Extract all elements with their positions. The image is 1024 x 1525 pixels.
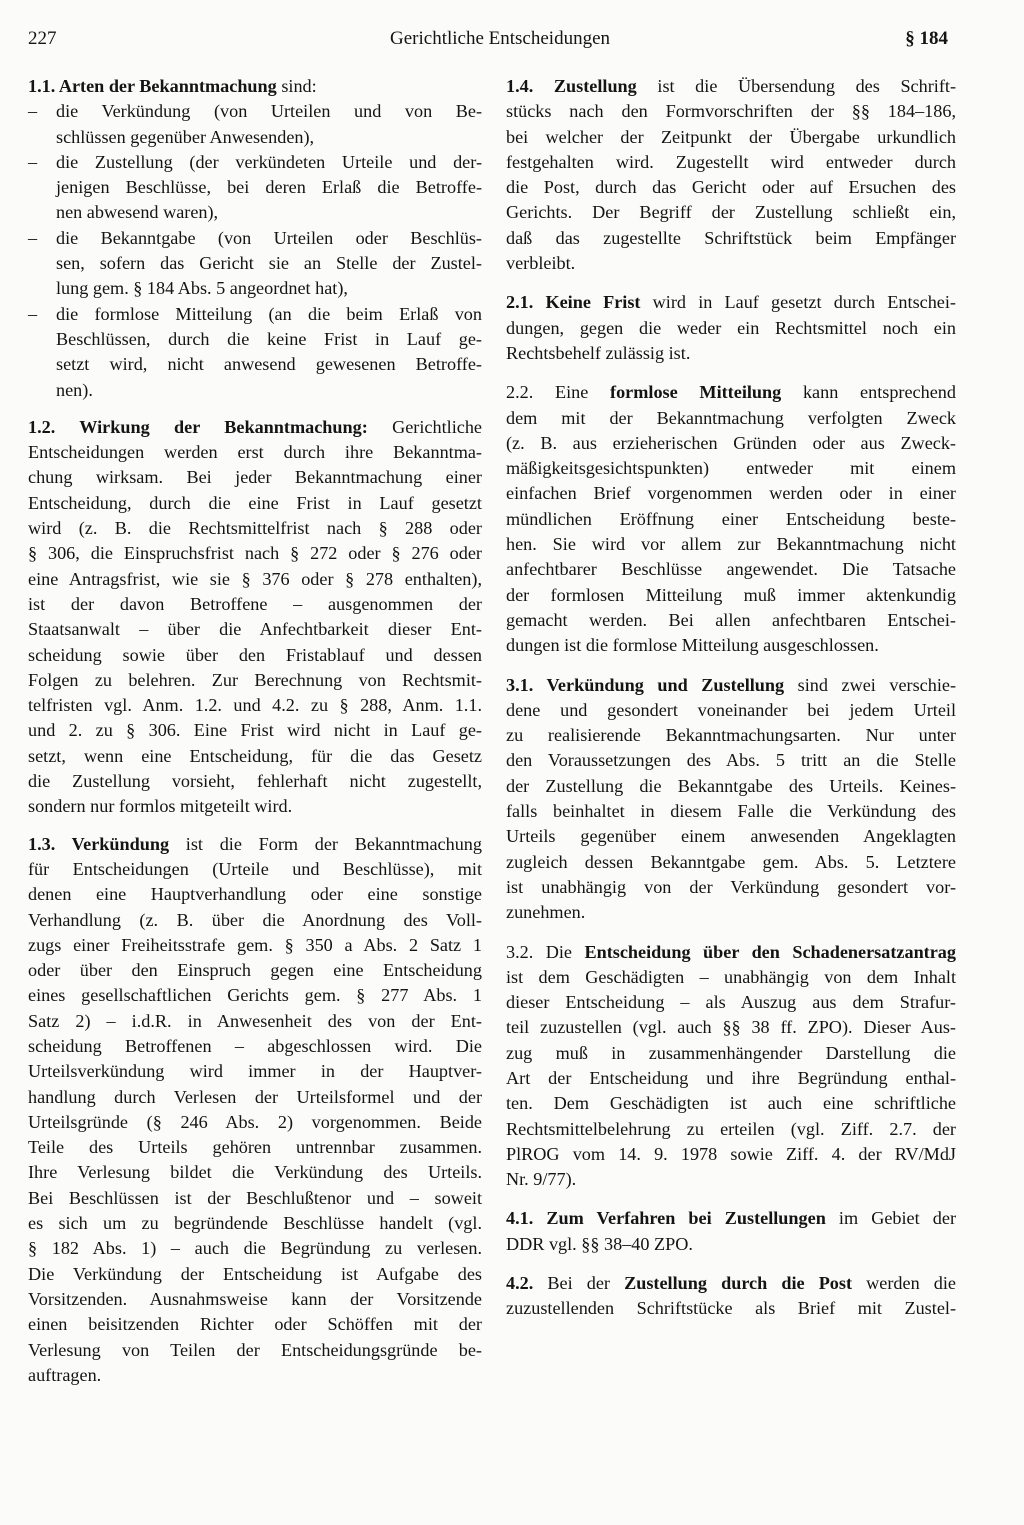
paragraph xyxy=(28,415,482,820)
text-line: zu realisierende Bekanntmachungsarten. Nur unter xyxy=(506,725,956,746)
bold-term: 2.1. Keine Frist xyxy=(506,292,641,313)
text-line: Verlesung von Teilen der Entscheidungsgründe be- xyxy=(28,1339,482,1360)
text-line: nen). xyxy=(56,379,93,400)
text-line: Entscheidungen werden erst durch ihre Bekanntma- xyxy=(28,442,482,463)
text-line: telfristen vgl. Anm. 1.2. und 4.2. zu § 288, Anm. 1.1. xyxy=(28,695,482,716)
text-line: dungen ist die formlose Mitteilung ausgeschlossen. xyxy=(506,635,879,656)
text-line: dene und gesondert voneinander bei jedem Urteil xyxy=(506,699,956,720)
text-line: eines gesellschaftlichen Gerichts gem. § 277 Abs. 1 xyxy=(28,985,482,1006)
running-header xyxy=(28,28,948,58)
text-line: Bei Beschlüssen ist der Beschlußtenor und – soweit xyxy=(28,1187,482,1208)
section-number: § 184 xyxy=(905,28,948,49)
text-line: oder über den Einspruch gegen eine Entscheidung xyxy=(28,960,482,981)
text-line xyxy=(506,74,956,99)
page-number: 227 xyxy=(28,28,57,49)
text-line: bei welcher der Zeitpunkt der Übergabe urkundlich xyxy=(506,126,956,147)
text-run: sind: xyxy=(276,76,317,96)
text-line: Satz 2) – i.d.R. in Anwesenheit des von der Ent- xyxy=(28,1010,482,1031)
text-line: (z. B. aus erzieherischen Gründen oder aus Zweck- xyxy=(506,432,956,453)
text-run: 2.2. Eine xyxy=(506,382,611,403)
text-line: auftragen. xyxy=(28,1364,102,1385)
text-line: Entscheidung, durch die eine Frist in Lauf gesetzt xyxy=(28,492,482,513)
bold-term: 1.1. Arten der Bekanntmachung xyxy=(28,76,277,96)
text-line: der formlosen Mitteilung muß immer aktenkundig xyxy=(506,584,956,605)
paragraph xyxy=(506,940,956,1193)
text-line: § 306, die Einspruchsfrist nach § 272 oder § 276 oder xyxy=(28,543,482,564)
text-line xyxy=(28,832,482,857)
text-line xyxy=(28,74,482,99)
text-line: mäßigkeitsgesichtspunkten) entweder mit einem xyxy=(506,458,956,479)
left-column xyxy=(28,74,482,1400)
text-line: Urteilsgründe (§ 246 Abs. 2) vorgenommen. Beide xyxy=(28,1111,482,1132)
bold-term: 1.2. Wirkung der Bekanntmachung: xyxy=(28,416,368,437)
text-line: Staatsanwalt – über die Anfechtbarkeit dieser Ent- xyxy=(28,619,482,640)
text-line: der Zustellung die Bekanntgabe des Urteils. Keines- xyxy=(506,775,956,796)
text-line: jenigen Beschlüsse, bei deren Erlaß die Betroffe- xyxy=(56,177,482,198)
paragraph xyxy=(28,74,482,403)
text-line xyxy=(28,415,482,440)
text-line: dem mit der Bekanntmachung verfolgten Zweck xyxy=(506,407,956,428)
text-line: DDR vgl. §§ 38–40 ZPO. xyxy=(506,1233,693,1254)
paragraph xyxy=(506,290,956,366)
text-line: mündlichen Eröffnung einer Entscheidung beste- xyxy=(506,508,956,529)
text-line: die Zustellung vorsieht, fehlerhaft nicht zugestellt, xyxy=(28,771,482,792)
text-run: Gerichtliche xyxy=(367,416,482,437)
text-line: setzt wird, nicht anwesend gewesenen Betroffe- xyxy=(56,354,482,375)
text-line xyxy=(506,673,956,698)
text-line: und 2. zu § 306. Eine Frist wird nicht in Lauf ge- xyxy=(28,720,482,741)
bold-term: 1.3. Verkündung xyxy=(28,833,170,854)
text-line: scheidung sowie über den Fristablauf und dessen xyxy=(28,644,482,665)
text-line: dungen, gegen die weder ein Rechtsmittel noch ein xyxy=(506,317,956,338)
text-line: stücks nach den Formvorschriften der §§ 184–186, xyxy=(506,101,956,122)
text-line: denen eine Hauptverhandlung oder eine sonstige xyxy=(28,884,482,905)
text-line: ten. Dem Geschädigten ist auch eine schriftliche xyxy=(506,1093,956,1114)
text-line: § 182 Abs. 1) – auch die Begründung zu verlesen. xyxy=(28,1238,482,1259)
text-line: Vorsitzenden. Ausnahmsweise kann der Vorsitzende xyxy=(28,1288,482,1309)
text-line: wird (z. B. die Rechtsmittelfrist nach § 288 oder xyxy=(28,518,482,539)
text-line: Rechtsbehelf zulässig ist. xyxy=(506,342,691,363)
text-line: einfachen Brief vorgenommen werden oder in einer xyxy=(506,483,956,504)
text-line: Art der Entscheidung und ihre Begründung enthal- xyxy=(506,1067,956,1088)
text-line: Verhandlung (z. B. über die Anordnung des Voll- xyxy=(28,909,482,930)
text-run: werden die xyxy=(852,1273,957,1294)
text-line: ist dem Geschädigten – unabhängig von dem Inhalt xyxy=(506,966,956,987)
bold-term: Zustellung durch die Post xyxy=(624,1273,853,1294)
paragraph xyxy=(506,1271,956,1322)
text-line: Gerichts. Der Begriff der Zustellung schließt ein, xyxy=(506,202,956,223)
text-line: Die Verkündung der Entscheidung ist Aufgabe des xyxy=(28,1263,482,1284)
text-line: verbleibt. xyxy=(506,253,576,274)
text-line: Beschlüssen, durch die keine Frist in Lauf ge- xyxy=(56,328,482,349)
bold-term: 3.1. Verkündung und Zustellung xyxy=(506,674,785,695)
text-line: hen. Sie wird vor allem zur Bekanntmachung nicht xyxy=(506,534,956,555)
text-line: zugleich dessen Bekanntgabe gem. Abs. 5. Letztere xyxy=(506,851,956,872)
text-line xyxy=(506,1271,956,1296)
text-line: eine Antragsfrist, wie sie § 376 oder § 278 enthalten), xyxy=(28,568,482,589)
text-line: – die Bekanntgabe (von Urteilen oder Beschlüs- xyxy=(28,226,482,251)
text-line: sen, sofern das Gericht sie an Stelle der Zustel- xyxy=(56,253,482,274)
text-line: daß das zugestellte Schriftstück beim Empfänger xyxy=(506,227,956,248)
text-line: – die formlose Mitteilung (an die beim Erlaß von xyxy=(28,302,482,327)
text-run: 3.2. Die xyxy=(506,941,585,962)
text-line xyxy=(506,1206,956,1231)
text-line: Folgen zu belehren. Zur Berechnung von Rechtsmit- xyxy=(28,669,482,690)
text-line: – die Zustellung (der verkündeten Urteile und der- xyxy=(28,150,482,175)
text-run: im Gebiet der xyxy=(825,1208,956,1229)
text-run: ist die Übersendung des Schrift- xyxy=(636,76,956,96)
text-line: falls beinhaltet in diesem Falle die Verkündung des xyxy=(506,801,956,822)
text-line: Rechtsmittelbelehrung zu erteilen (vgl. Ziff. 2.7. der xyxy=(506,1118,956,1139)
bold-term: formlose Mitteilung xyxy=(610,382,782,403)
text-line: die Post, durch das Gericht oder auf Ersuchen des xyxy=(506,177,956,198)
text-run: ist die Form der Bekanntmachung xyxy=(169,833,482,854)
bold-term: Entscheidung über den Schadenersatzantrag xyxy=(584,941,956,962)
text-line xyxy=(506,290,956,315)
text-line: chung wirksam. Bei jeder Bekanntmachung einer xyxy=(28,467,482,488)
text-line: Nr. 9/77). xyxy=(506,1169,577,1190)
paragraph xyxy=(28,832,482,1389)
text-line: anfechtbarer Beschlüsse angewendet. Die Tatsache xyxy=(506,559,956,580)
text-run: sind zwei verschie- xyxy=(784,674,956,695)
text-line xyxy=(506,940,956,965)
text-line: nen abwesend waren), xyxy=(56,202,219,223)
text-run: wird in Lauf gesetzt durch Entschei- xyxy=(640,292,956,313)
paragraph xyxy=(506,1206,956,1257)
text-line: den Voraussetzungen des Abs. 5 tritt an die Stelle xyxy=(506,750,956,771)
text-line: zuzustellenden Schriftstücke als Brief mit Zustel- xyxy=(506,1298,956,1319)
text-run: kann entsprechend xyxy=(781,382,956,403)
text-line: scheidung Betroffenen – abgeschlossen wird. Die xyxy=(28,1035,482,1056)
running-title: Gerichtliche Entscheidungen xyxy=(390,28,611,49)
text-line: handlung durch Verlesen der Urteilsformel und der xyxy=(28,1086,482,1107)
text-line: zunehmen. xyxy=(506,902,586,923)
text-line: Ihre Verlesung bildet die Verkündung des Urteils. xyxy=(28,1162,482,1183)
text-line: Urteilsverkündung wird immer in der Hauptver- xyxy=(28,1061,482,1082)
text-line: sondern nur formlos mitgeteilt wird. xyxy=(28,796,293,817)
text-line: es sich um zu begründende Beschlüsse handelt (vgl. xyxy=(28,1213,482,1234)
text-line: zugs einer Freiheitsstrafe gem. § 350 a Abs. 2 Satz 1 xyxy=(28,934,482,955)
paragraph xyxy=(506,74,956,276)
paragraph xyxy=(506,380,956,658)
text-line: ist unabhängig von der Verkündung gesondert vor- xyxy=(506,876,956,897)
text-run: Bei der xyxy=(533,1273,625,1294)
paragraph xyxy=(506,673,956,926)
text-line: für Entscheidungen (Urteile und Beschlüsse), mit xyxy=(28,858,482,879)
text-line: dieser Entscheidung – als Auszug aus dem Strafur- xyxy=(506,992,956,1013)
text-line: gemacht werden. Bei allen anfechtbaren Entschei- xyxy=(506,609,956,630)
text-line: – die Verkündung (von Urteilen und von Be- xyxy=(28,99,482,124)
text-line: schlüssen gegenüber Anwesenden), xyxy=(56,126,315,147)
text-line: festgehalten wird. Zugestellt wird entweder durch xyxy=(506,151,956,172)
right-column xyxy=(506,74,956,1336)
text-line: Teile des Urteils gehören untrennbar zusammen. xyxy=(28,1137,482,1158)
bold-term: 1.4. Zustellung xyxy=(506,76,637,96)
text-line: einen beisitzenden Richter oder Schöffen mit der xyxy=(28,1314,482,1335)
text-line: Urteils gegenüber einem anwesenden Angeklagten xyxy=(506,826,956,847)
text-line: ist der davon Betroffene – ausgenommen der xyxy=(28,593,482,614)
text-line: lung gem. § 184 Abs. 5 angeordnet hat), xyxy=(56,278,348,299)
text-line: zug muß in zusammenhängender Darstellung die xyxy=(506,1042,956,1063)
text-line: setzt, wenn eine Entscheidung, für die das Gesetz xyxy=(28,745,482,766)
text-line: teil zuzustellen (vgl. auch §§ 38 ff. ZPO). Dieser Aus- xyxy=(506,1017,956,1038)
bold-term: 4.1. Zum Verfahren bei Zustellungen xyxy=(506,1208,826,1229)
text-line: PlROG vom 14. 9. 1978 sowie Ziff. 4. der RV/MdJ xyxy=(506,1143,956,1164)
bold-term: 4.2. xyxy=(506,1273,534,1294)
text-line xyxy=(506,380,956,405)
